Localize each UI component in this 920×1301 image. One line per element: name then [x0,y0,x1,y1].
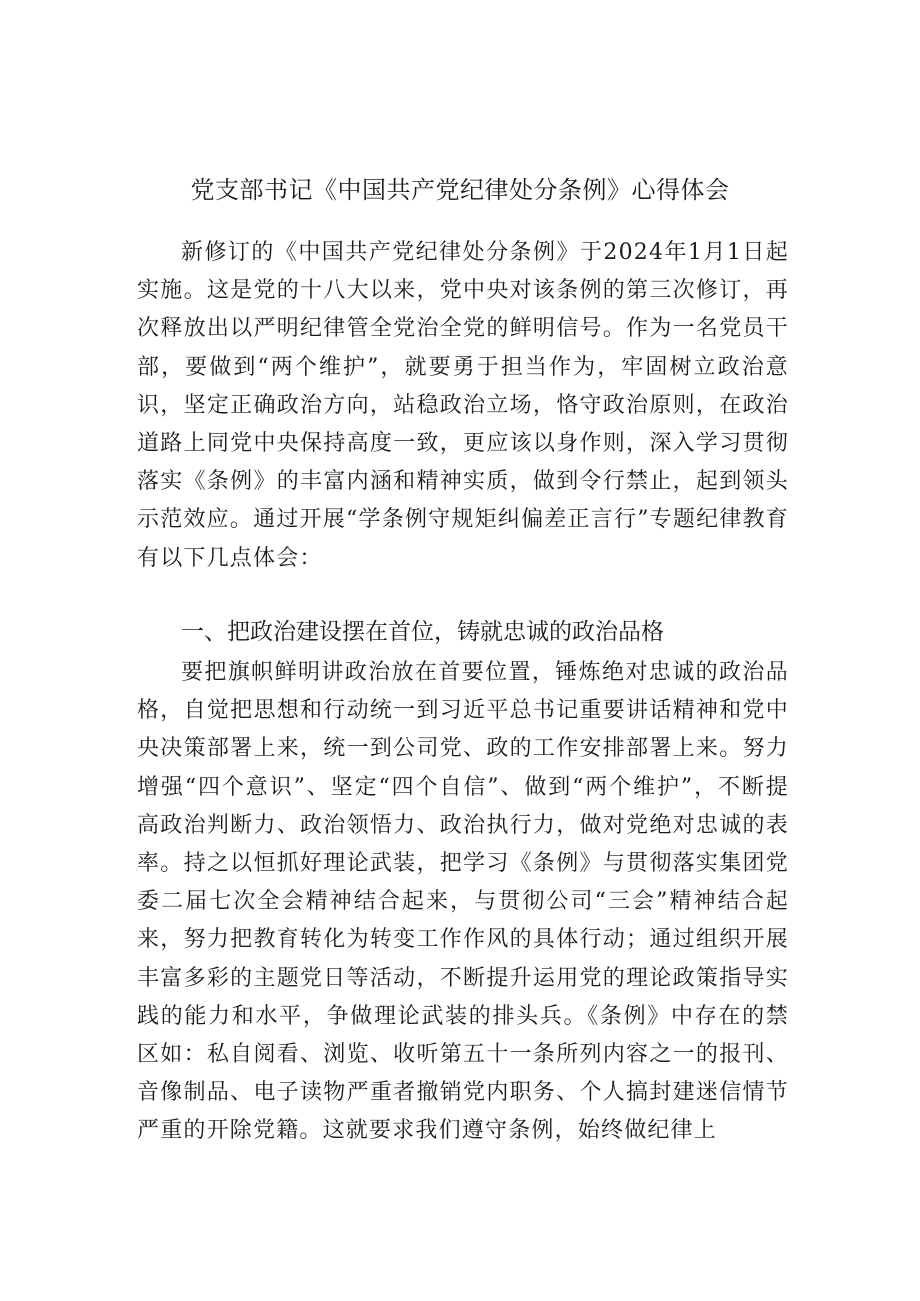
intro-paragraph: 新修订的《中国共产党纪律处分条例》于2024年1月1日起实施。这是党的十八大以来，党中央对该条例的第三次修订，再次释放出以严明纪律管全党治全党的鲜明信号。作为一名党员干部，要做到“两个维护”，就要勇于担当作为，牢固树立政治意识，坚定正确政治方向，站稳政治立场，恪守政治原则，在政治道路上同党中央保持高度一致，更应该以身作则，深入学习贯彻落实《条例》的丰富内涵和精神实质，做到令行禁止，起到领头示范效应。通过开展“学条例守规矩纠偏差正言行”专题纪律教育有以下几点体会： [137,240,789,571]
section-1-paragraph: 要把旗帜鲜明讲政治放在首要位置，锤炼绝对忠诚的政治品格，自觉把思想和行动统一到习近平总书记重要讲话精神和党中央决策部署上来，统一到公司党、政的工作安排部署上来。努力增强“四个意识”、坚定“四个自信”、做到“两个维护”，不断提高政治判断力、政治领悟力、政治执行力，做对党绝对忠诚的表率。持之以恒抓好理论武装，把学习《条例》与贯彻落实集团党委二届七次全会精神结合起来，与贯彻公司“三会”精神结合起来，努力把教育转化为转变工作作风的具体行动；通过组织开展丰富多彩的主题党日等活动，不断提升运用党的理论政策指导实践的能力和水平，争做理论武装的排头兵。《条例》中存在的禁区如：私自阅看、浏览、收听第五十一条所列内容之一的报刊、音像制品、电子读物严重者撤销党内职务、个人搞封建迷信情节严重的开除党籍。这就要求我们遵守条例，始终做纪律上 [137,660,789,1144]
document-title: 党支部书记《中国共产党纪律处分条例》心得体会 [190,176,730,204]
section-heading-1: 一、把政治建设摆在首位，铸就忠诚的政治品格 [181,619,664,645]
